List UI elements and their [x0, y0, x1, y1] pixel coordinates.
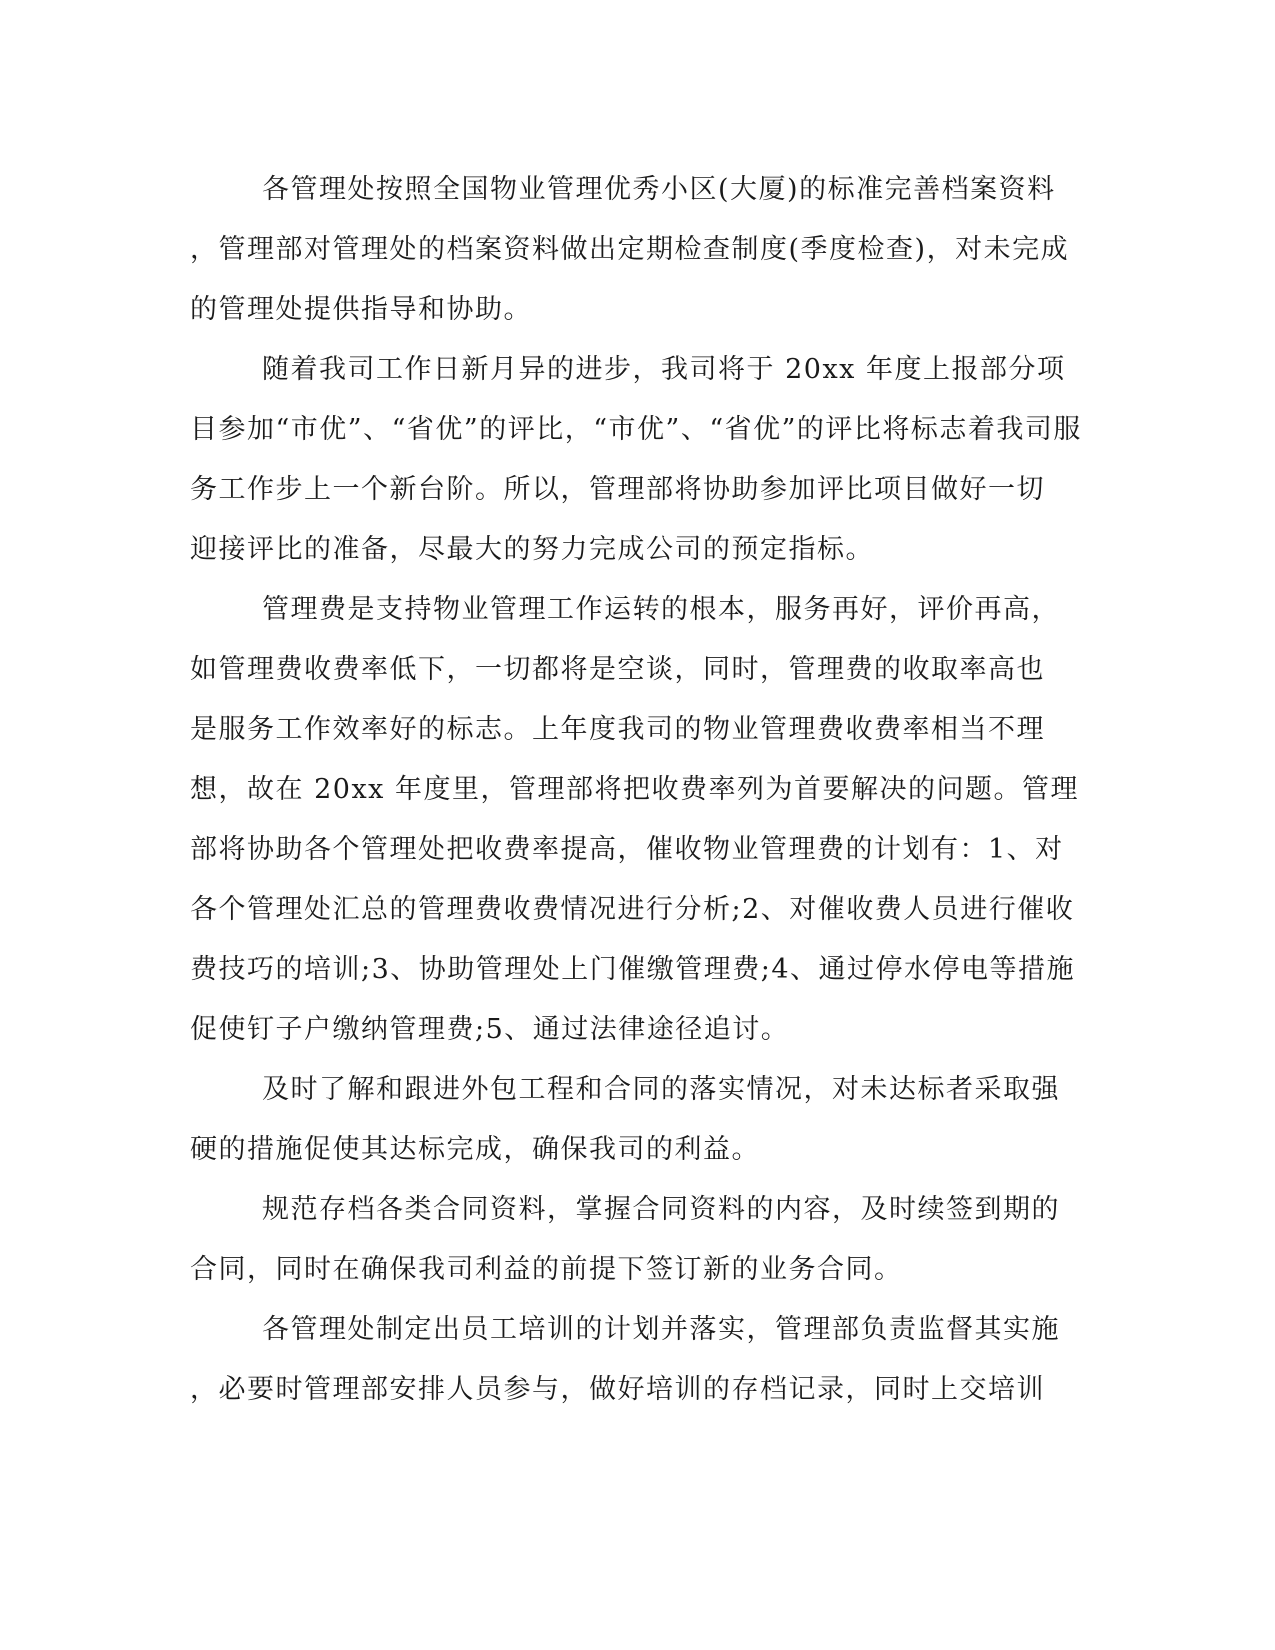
paragraph-3-line-4: 想，故在 20xx 年度里，管理部将把收费率列为首要解决的问题。管理 — [190, 774, 1079, 805]
paragraph-6-line-2: ，必要时管理部安排人员参与，做好培训的存档记录，同时上交培训 — [190, 1374, 1045, 1405]
paragraph-2-line-3: 务工作步上一个新台阶。所以，管理部将协助参加评比项目做好一切 — [190, 474, 1045, 505]
paragraph-2-line-4: 迎接评比的准备，尽最大的努力完成公司的预定指标。 — [190, 534, 874, 565]
paragraph-2-line-2: 目参加“市优”、“省优”的评比，“市优”、“省优”的评比将标志着我司服 — [190, 414, 1082, 445]
paragraph-1-line-3: 的管理处提供指导和协助。 — [190, 294, 532, 325]
paragraph-5-line-2: 合同，同时在确保我司利益的前提下签订新的业务合同。 — [190, 1254, 903, 1285]
paragraph-3-line-6: 各个管理处汇总的管理费收费情况进行分析;2、对催收费人员进行催收 — [190, 894, 1075, 925]
paragraph-1-line-1: 各管理处按照全国物业管理优秀小区(大厦)的标准完善档案资料 — [262, 174, 1056, 205]
paragraph-5-line-1: 规范存档各类合同资料，掌握合同资料的内容，及时续签到期的 — [262, 1194, 1060, 1225]
paragraph-3-line-8: 促使钉子户缴纳管理费;5、通过法律途径追讨。 — [190, 1014, 790, 1045]
paragraph-3-line-1: 管理费是支持物业管理工作运转的根本，服务再好，评价再高， — [262, 594, 1060, 625]
paragraph-3-line-2: 如管理费收费率低下，一切都将是空谈，同时，管理费的收取率高也 — [190, 654, 1045, 685]
paragraph-1-line-2: ，管理部对管理处的档案资料做出定期检查制度(季度检查)，对未完成 — [190, 234, 1070, 265]
paragraph-6-line-1: 各管理处制定出员工培训的计划并落实，管理部负责监督其实施 — [262, 1314, 1060, 1345]
paragraph-3-line-3: 是服务工作效率好的标志。上年度我司的物业管理费收费率相当不理 — [190, 714, 1045, 745]
paragraph-4-line-2: 硬的措施促使其达标完成，确保我司的利益。 — [190, 1134, 760, 1165]
paragraph-3-line-7: 费技巧的培训;3、协助管理处上门催缴管理费;4、通过停水停电等措施 — [190, 954, 1076, 985]
document-body — [190, 160, 1080, 1420]
paragraph-4-line-1: 及时了解和跟进外包工程和合同的落实情况，对未达标者采取强 — [262, 1074, 1060, 1105]
paragraph-2-line-1: 随着我司工作日新月异的进步，我司将于 20xx 年度上报部分项 — [262, 354, 1066, 385]
paragraph-3-line-5: 部将协助各个管理处把收费率提高，催收物业管理费的计划有：1、对 — [190, 834, 1064, 865]
